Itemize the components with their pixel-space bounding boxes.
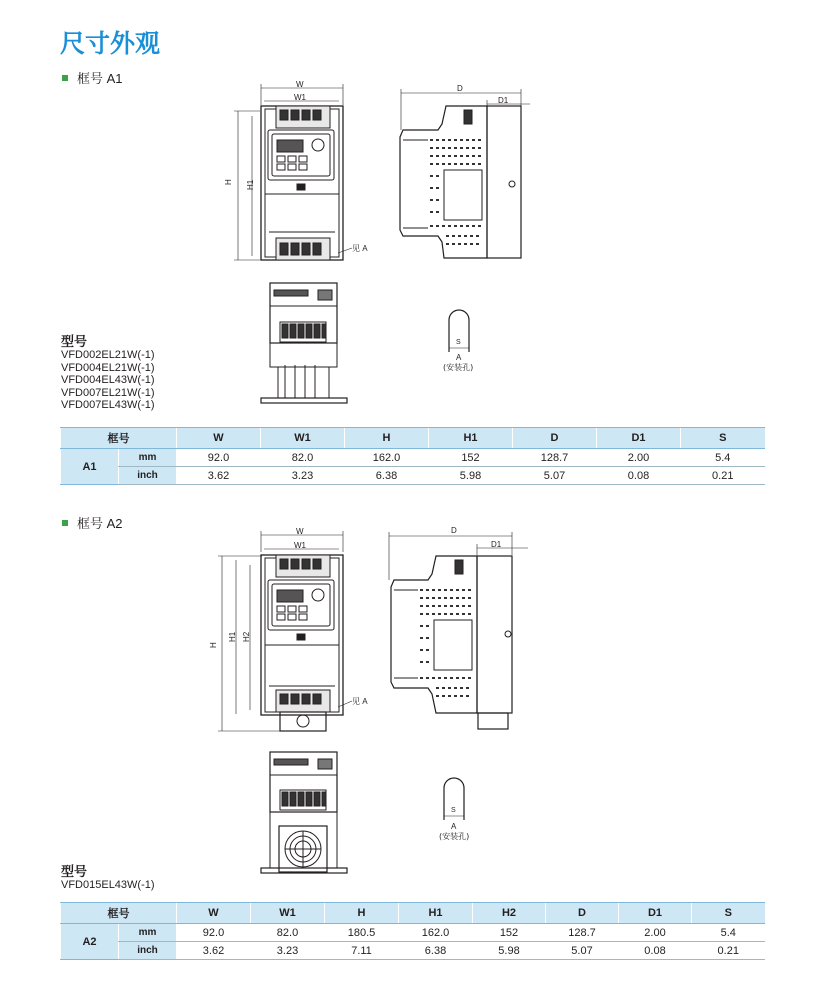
a2-d-label: D xyxy=(451,526,457,535)
table-cell: 3.62 xyxy=(177,942,251,960)
table-cell: 92.0 xyxy=(177,449,261,467)
page-title: 尺寸外观 xyxy=(60,29,161,58)
a1-h-label: H xyxy=(224,179,233,185)
a2-h2-label: H2 xyxy=(242,631,251,642)
a1-models-title: 型号 xyxy=(61,335,88,350)
table-cell: 3.23 xyxy=(251,942,325,960)
table-header-cell: H1 xyxy=(429,428,513,449)
a1-w1-label: W1 xyxy=(294,93,306,102)
a2-h-label: H xyxy=(209,642,218,648)
table-cell: 3.62 xyxy=(177,467,261,485)
table-header-row xyxy=(61,903,765,924)
table-cell: 2.00 xyxy=(597,449,681,467)
table-header-cell: D xyxy=(513,428,597,449)
a2-dimension-table xyxy=(60,902,765,960)
a2-s-label: S xyxy=(451,807,456,814)
a1-d1-label: D1 xyxy=(498,96,509,105)
table-cell: 5.4 xyxy=(681,449,765,467)
table-cell: 5.07 xyxy=(513,467,597,485)
model-item: VFD007EL21W(-1) xyxy=(61,386,155,399)
model-item: VFD002EL21W(-1) xyxy=(61,349,155,361)
a2-w-label: W xyxy=(296,527,304,536)
table-cell: 82.0 xyxy=(261,449,345,467)
table-cell: 152 xyxy=(473,924,546,942)
table-frame-cell: A2 xyxy=(61,924,119,960)
table-cell: 162.0 xyxy=(345,449,429,467)
a1-h1-label: H1 xyxy=(246,179,255,190)
a2-front-view xyxy=(218,531,352,731)
table-unit-cell: mm xyxy=(119,449,177,467)
table-header-cell: H xyxy=(345,428,429,449)
a1-hole-label: (安装孔) xyxy=(443,363,474,372)
table-header-cell: H1 xyxy=(399,903,473,924)
table-header-cell: W1 xyxy=(261,428,345,449)
a2-d1-label: D1 xyxy=(491,540,502,549)
table-cell: 128.7 xyxy=(546,924,619,942)
table-cell: 0.21 xyxy=(681,467,765,485)
table-header-cell: D1 xyxy=(597,428,681,449)
a1-a-label: A xyxy=(456,353,462,362)
a1-s-label: S xyxy=(456,339,461,346)
table-cell: 2.00 xyxy=(619,924,692,942)
a2-see-a-label: 见 A xyxy=(352,697,368,706)
a2-side-view xyxy=(389,532,528,729)
a1-see-a-label: 见 A xyxy=(352,244,368,253)
a2-w1-label: W1 xyxy=(294,541,306,550)
table-cell: 82.0 xyxy=(251,924,325,942)
a2-h1-label: H1 xyxy=(228,631,237,642)
table-cell: 6.38 xyxy=(345,467,429,485)
table-cell: 0.08 xyxy=(597,467,681,485)
table-header-cell: S xyxy=(692,903,765,924)
table-header-cell: D1 xyxy=(619,903,692,924)
table-header-cell: 框号 xyxy=(61,903,177,924)
table-frame-cell: A1 xyxy=(61,449,119,485)
table-cell: 5.98 xyxy=(473,942,546,960)
table-header-cell: H xyxy=(325,903,399,924)
a2-a-label: A xyxy=(451,822,457,831)
table-row xyxy=(61,942,765,960)
table-cell: 7.11 xyxy=(325,942,399,960)
table-row xyxy=(61,924,765,942)
table-header-cell: D xyxy=(546,903,619,924)
frame-a1-label: 框号 A1 xyxy=(62,68,123,87)
table-cell: 162.0 xyxy=(399,924,473,942)
table-cell: 180.5 xyxy=(325,924,399,942)
a1-d-label: D xyxy=(457,84,463,93)
a2-models-title: 型号 xyxy=(61,865,88,880)
table-cell: 5.4 xyxy=(692,924,765,942)
table-header-cell: W1 xyxy=(251,903,325,924)
table-cell: 0.08 xyxy=(619,942,692,960)
a2-bottom-view xyxy=(261,752,347,873)
a2-hole-label: (安装孔) xyxy=(439,832,470,841)
model-item: VFD004EL21W(-1) xyxy=(61,361,155,374)
table-cell: 128.7 xyxy=(513,449,597,467)
table-cell: 152 xyxy=(429,449,513,467)
table-header-cell: W xyxy=(177,428,261,449)
table-cell: 92.0 xyxy=(177,924,251,942)
a1-w-label: W xyxy=(296,80,304,89)
table-cell: 6.38 xyxy=(399,942,473,960)
table-cell: 5.07 xyxy=(546,942,619,960)
model-item: VFD015EL43W(-1) xyxy=(61,879,155,891)
model-item: VFD007EL43W(-1) xyxy=(61,399,155,411)
table-cell: 5.98 xyxy=(429,467,513,485)
model-item: VFD004EL43W(-1) xyxy=(61,374,155,386)
table-header-cell: W xyxy=(177,903,251,924)
table-cell: 0.21 xyxy=(692,942,765,960)
table-unit-cell: inch xyxy=(119,942,177,960)
frame-a2-label: 框号 A2 xyxy=(62,513,123,532)
a2-model-list xyxy=(61,879,155,892)
table-header-cell: H2 xyxy=(473,903,546,924)
table-header-cell: 框号 xyxy=(61,428,177,449)
table-unit-cell: mm xyxy=(119,924,177,942)
table-unit-cell: inch xyxy=(119,467,177,485)
table-cell: 3.23 xyxy=(261,467,345,485)
table-header-cell: S xyxy=(681,428,765,449)
